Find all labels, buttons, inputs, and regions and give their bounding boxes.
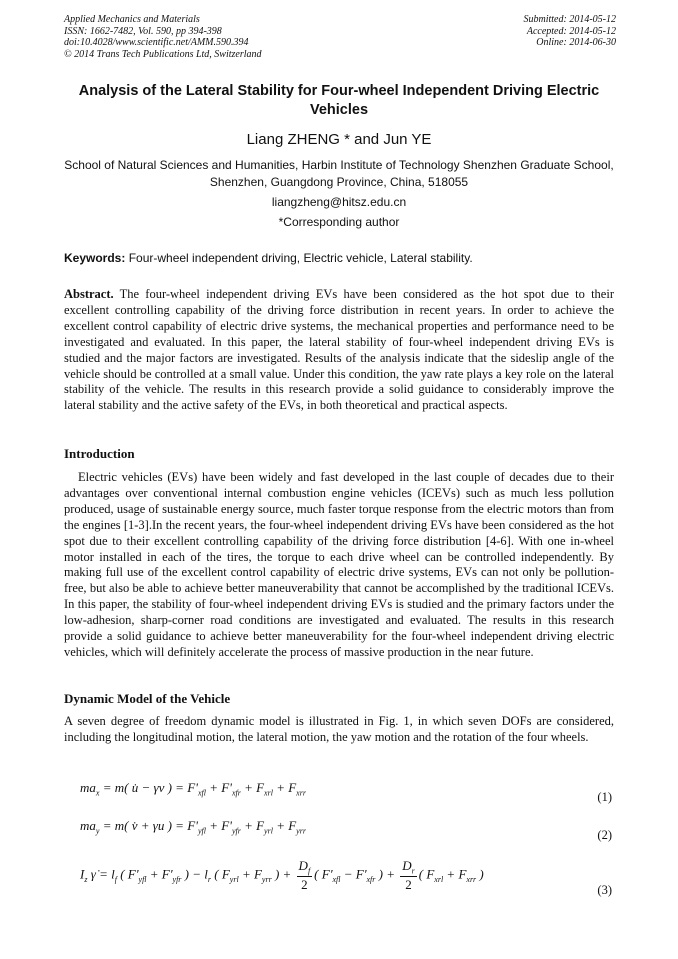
accepted-date: Accepted: 2014-05-12 — [526, 25, 616, 37]
journal-copyright: © 2014 Trans Tech Publications Ltd, Switzerland — [64, 48, 262, 60]
submitted-date: Submitted: 2014-05-12 — [523, 14, 616, 25]
corresponding-note: *Corresponding author — [278, 215, 400, 229]
abstract-label: Abstract. — [64, 287, 114, 301]
equation-1: $ma_x = m$( u̇ − γv ) = $F'_{xfl} + F'_{xfr} + F_{xrl} + F_{xrr}$ — [80, 780, 306, 798]
introduction-text: Electric vehicles (EVs) have been widely and fast developed in the last couple of decades due to their advantages over conventional internal combustion engine vehicles (ICEVs) such as much less pollution produced, usage of sustainable energy source, much faster torque response from the electric motors than from the engines [1-3].In the recent years, the four-wheel independent driving EVs have been considered as the hot spot due to their excellent controlling capability of the driving force distribution [4-6]. With one in-wheel motor installed in each of the tires, the torque to each drive wheel can be controlled independently. By making full use of the excellent control capability of electric drive systems, EVs can not only be pollution-free, but also be able to achieve better maneuverability that cannot be accomplished by the traditional ICEVs. In this paper, the stability of four-wheel independent driving EVs is studied and the primary factors under the low-adhesion, sharp-corner road conditions are investigated and evaluated. The results in this research provide a solid guidance to achieve better maneuverability for the four-wheel independent driving electric vehicles, which will definitely accelerate the process of massive production in the near future. — [64, 470, 614, 659]
dynamic-model-heading: Dynamic Model of the Vehicle — [64, 691, 231, 706]
online-date: Online: 2014-06-30 — [536, 37, 616, 48]
equation-1-number: (1) — [597, 790, 612, 804]
abstract — [64, 287, 614, 414]
journal-issn: ISSN: 1662-7482, Vol. 590, pp 394-398 — [64, 25, 222, 37]
keywords-text: Four-wheel independent driving, Electric vehicle, Lateral stability. — [128, 251, 473, 265]
abstract-text: The four-wheel independent driving EVs have been considered as the hot spot due to their excellent controlling capability of the driving force distribution in recent years. In order to achieve the excellent control capability of electric drive systems, the mechanical properties and performance need to be investigated and evaluated. In this paper, the lateral stability of four-wheel independent driving EVs is studied and the major factors are investigated. Results of the analysis indicate that the sideslip angle of the vehicle should be controlled at a small value. Under this condition, the yaw rate plays a key role on the lateral stability of the vehicle. The results in this research provide a solid guidance to considerably improve the lateral stability and the active safety of the EVs, in both theoretical and practical aspects. — [64, 287, 614, 413]
journal-doi[interactable]: doi:10.4028/www.scientific.net/AMM.590.394 — [64, 37, 249, 48]
dynamic-model-text: A seven degree of freedom dynamic model is illustrated in Fig. 1, in which seven DOFs are considered, including the longitudinal motion, the lateral motion, the yaw motion and the rotation of the four wheels. — [64, 714, 614, 744]
equation-2: $ma_y = m$( v̇ + γu ) = $F'_{yfl} + F'_{yfr} + F_{yrl} + F_{yrr}$ — [80, 818, 306, 836]
equation-3: $I_z$ γ̇ = $l_f$ ( $F'_{yfl} + F'_{yfr}$ ) − $l_r$ ( $F_{yrl} + F_{yrr}$ ) + $\frac{D_f}{2}$ ( $F'_{xfl} - F'_{xfr}$ ) + $\frac{D_r}{2}$ ( $F_{xrl} + F_{xrr}$ ) — [80, 858, 484, 892]
keywords — [64, 251, 614, 265]
paper-title: Analysis of the Lateral Stability for Four-wheel Independent Driving Electric Vehicles — [78, 83, 600, 118]
introduction-heading: Introduction — [64, 446, 135, 461]
equation-2-number: (2) — [597, 828, 612, 842]
submission-dates — [524, 14, 617, 49]
author-affiliation: School of Natural Sciences and Humanities, Harbin Institute of Technology Shenzhen Graduate School, Shenzhen, Guangdong Province, China, 518055 — [64, 158, 614, 189]
keywords-label: Keywords: — [64, 251, 126, 265]
author-email[interactable]: liangzheng@hitsz.edu.cn — [271, 195, 407, 209]
paper-authors: Liang ZHENG * and Jun YE — [246, 131, 432, 148]
equation-3-number: (3) — [597, 883, 612, 897]
journal-name: Applied Mechanics and Materials — [64, 14, 200, 25]
journal-meta — [64, 14, 262, 60]
